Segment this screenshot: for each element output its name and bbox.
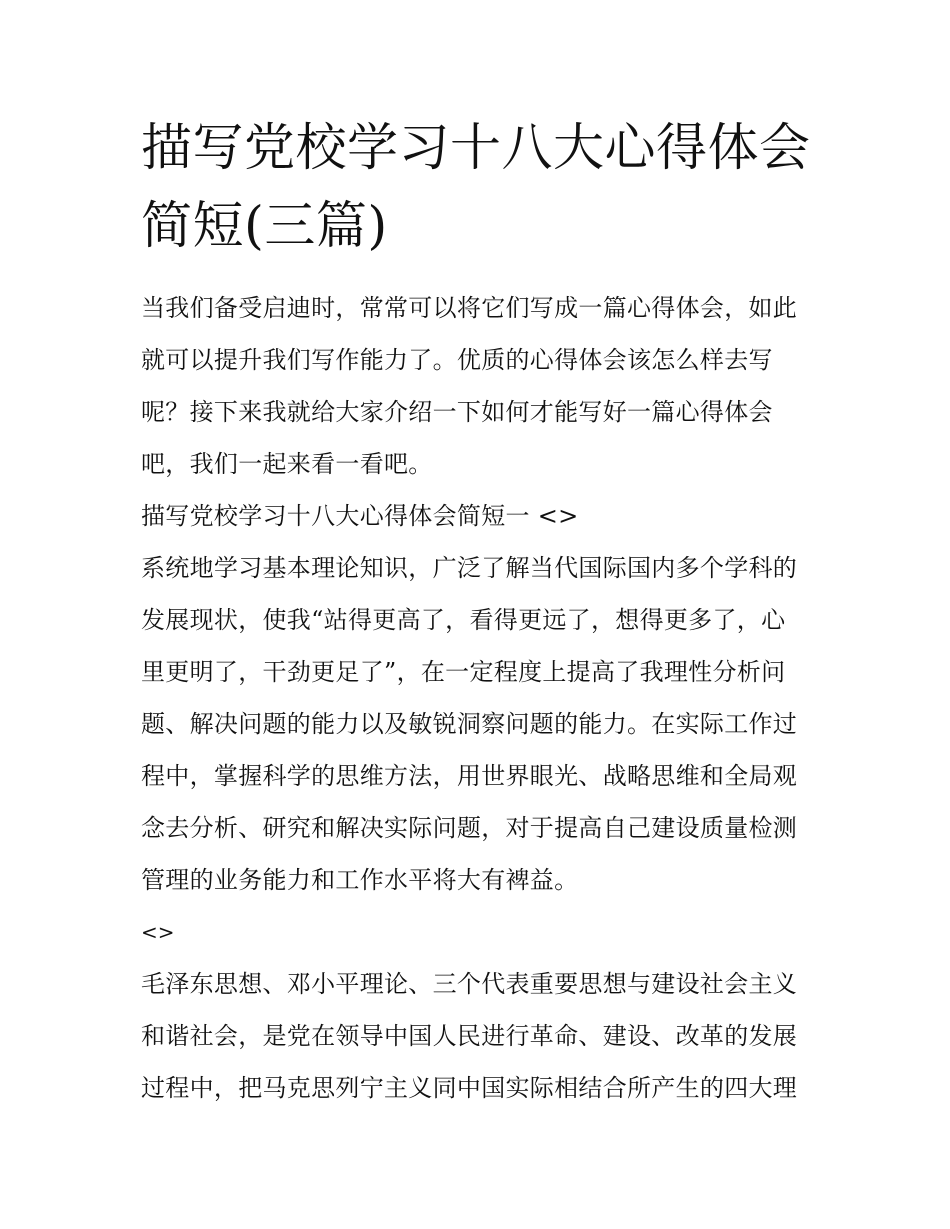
section-one-paragraph <box>141 542 813 906</box>
paragraph-line: 程中，掌握科学的思维方法，用世界眼光、战略思维和全局观 <box>141 762 798 790</box>
section-two-paragraph <box>141 958 813 1114</box>
paragraph-line: 里更明了，干劲更足了”，在一定程度上提高了我理性分析问 <box>141 658 786 686</box>
paragraph-line: 过程中，把马克思列宁主义同中国实际相结合所产生的四大理 <box>141 1074 798 1102</box>
paragraph-line: 念去分析、研究和解决实际问题，对于提高自己建设质量检测 <box>141 814 798 842</box>
intro-paragraph <box>141 282 813 490</box>
document-title <box>141 110 813 266</box>
paragraph-line: 毛泽东思想、邓小平理论、三个代表重要思想与建设社会主义 <box>141 970 798 998</box>
paragraph-line: 就可以提升我们写作能力了。优质的心得体会该怎么样去写 <box>141 346 773 374</box>
section-marker: <> <box>141 920 175 944</box>
document-page <box>141 110 813 1114</box>
paragraph-line: 当我们备受启迪时，常常可以将它们写成一篇心得体会，如此 <box>141 294 798 322</box>
paragraph-line: 题、解决问题的能力以及敏锐洞察问题的能力。在实际工作过 <box>141 710 798 738</box>
paragraph-line: 吧，我们一起来看一看吧。 <box>141 450 433 478</box>
paragraph-line: 发展现状，使我“站得更高了，看得更远了，想得更多了，心 <box>141 606 786 634</box>
paragraph-line: 管理的业务能力和工作水平将大有裨益。 <box>141 866 579 894</box>
paragraph-line: 呢？接下来我就给大家介绍一下如何才能写好一篇心得体会 <box>141 398 773 426</box>
title-line: 简短(三篇) <box>141 197 388 256</box>
paragraph-line: 系统地学习基本理论知识，广泛了解当代国际国内多个学科的 <box>141 554 798 582</box>
paragraph-line: 和谐社会，是党在领导中国人民进行革命、建设、改革的发展 <box>141 1022 798 1050</box>
title-line: 描写党校学习十八大心得体会 <box>141 119 811 178</box>
section-heading: 描写党校学习十八大心得体会简短一 <> <box>141 502 579 530</box>
